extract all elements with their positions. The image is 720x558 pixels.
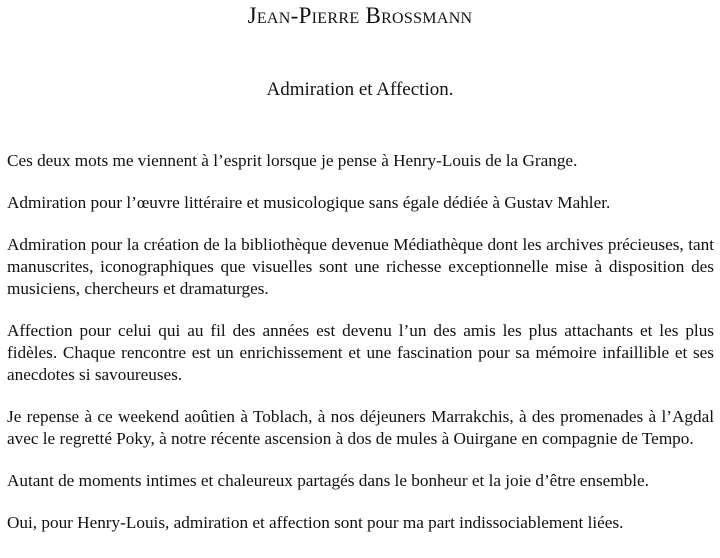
paragraph-2: Admiration pour l’œuvre littéraire et musicologique sans égale dédiée à Gustav Mahler.: [7, 193, 611, 212]
paragraph-3: Admiration pour la création de la bibliothèque devenue Médiathèque dont les archives précieuses, tant manuscrites, iconographiques que visuelles sont une richesse exceptionnelle mise à disposition des musiciens, chercheurs et dramaturges.: [7, 235, 714, 298]
paragraph-5: Je repense à ce weekend aoûtien à Toblach, à nos déjeuners Marrakchis, à des promenades à l’Agdal avec le regretté Poky, à notre récente ascension à dos de mules à Ouirgane en compagnie de Tempo.: [7, 407, 714, 448]
paragraph-4: Affection pour celui qui au fil des années est devenu l’un des amis les plus attachants et les plus fidèles. Chaque rencontre est un enrichissement et une fascination pour sa mémoire infaillible et ses anecdotes si savoureuses.: [7, 321, 714, 384]
document-body: [7, 150, 714, 554]
paragraph-7: Oui, pour Henry-Louis, admiration et affection sont pour ma part indissociablement liées.: [7, 513, 624, 532]
paragraph-1: Ces deux mots me viennent à l’esprit lorsque je pense à Henry-Louis de la Grange.: [7, 151, 578, 170]
paragraph-6: Autant de moments intimes et chaleureux partagés dans le bonheur et la joie d’être ensemble.: [7, 471, 649, 490]
author-name: Jean-Pierre Brossmann: [247, 3, 473, 28]
document-title: Admiration et Affection.: [266, 79, 454, 100]
